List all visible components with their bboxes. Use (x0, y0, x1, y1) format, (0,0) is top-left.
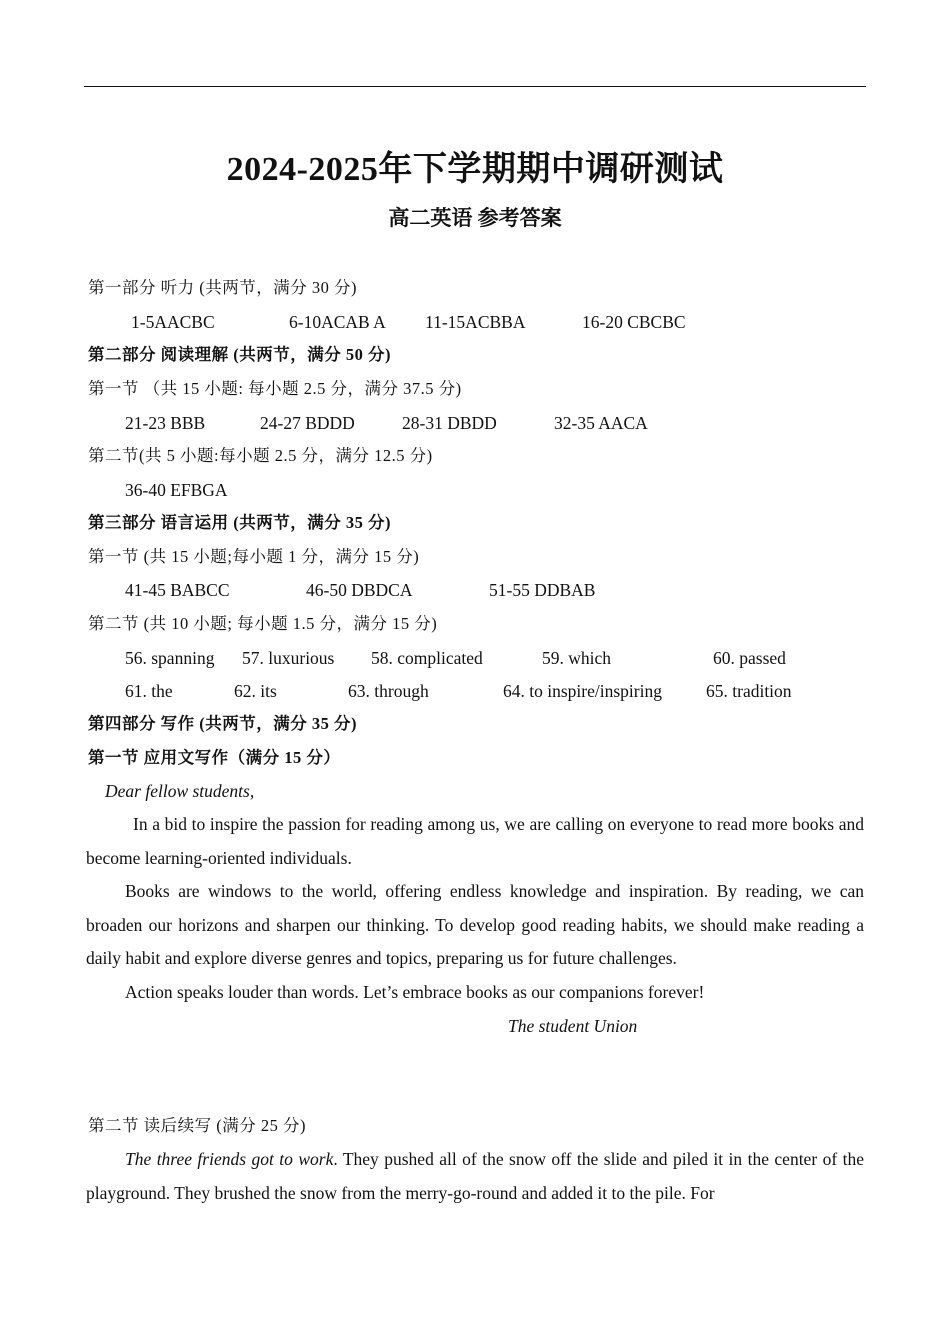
answer-item: 59. which (542, 648, 612, 668)
answer-item: 60. passed (713, 648, 786, 668)
answer-item: 64. to inspire/inspiring (503, 681, 662, 701)
part2-section2-heading: 第二节(共 5 小题:每小题 2.5 分，满分 12.5 分) (88, 446, 433, 465)
document-subtitle: 高二英语 参考答案 (388, 206, 562, 230)
continuation-paragraph (86, 1143, 864, 1210)
letter-paragraph: Books are windows to the world, offering endless knowledge and inspiration. By reading, we can broaden our horizons and sharpen our thinking. To develop good reading habits, we should make reading a daily habit and explore diverse genres and topics, preparing us for future challenges. (86, 881, 864, 969)
answer-item: 58. complicated (371, 648, 483, 668)
answer-group: 36-40 EFBGA (125, 480, 228, 500)
answer-item: 57. luxurious (242, 648, 335, 668)
answer-group: 6-10ACAB A (289, 312, 386, 332)
document-title: 2024-2025年下学期期中调研测试 (226, 151, 724, 188)
letter-signature: The student Union (508, 1016, 638, 1036)
letter-salutation (105, 779, 254, 803)
part3-heading: 第三部分 语言运用 (共两节，满分 35 分) (88, 513, 391, 532)
answer-item: 62. its (234, 681, 277, 701)
part4-section1-heading: 第一节 应用文写作（满分 15 分） (88, 748, 341, 767)
part1-heading: 第一部分 听力 (共两节，满分 30 分) (88, 278, 357, 297)
part3-section2-heading: 第二节 (共 10 小题; 每小题 1.5 分，满分 15 分) (88, 614, 438, 633)
answer-group: 28-31 DBDD (402, 413, 497, 433)
salutation-text: Dear fellow students (105, 781, 250, 801)
salutation-comma: , (249, 781, 255, 801)
answer-group: 16-20 CBCBC (582, 312, 686, 332)
letter-paragraph: In a bid to inspire the passion for reading among us, we are calling on everyone to read more books and become learning-oriented individuals. (86, 814, 864, 868)
answer-group: 51-55 DDBAB (489, 580, 596, 600)
continuation-text: . They pushed all of the snow off the slide and piled it in the center of the playground. They brushed the snow from the merry-go-round and added it to the pile. For (86, 1149, 864, 1203)
answer-item: 56. spanning (125, 648, 215, 668)
answer-group: 1-5AACBC (131, 312, 215, 332)
part2-section1-heading: 第一节 （共 15 小题: 每小题 2.5 分，满分 37.5 分) (88, 379, 462, 398)
answer-item: 65. tradition (706, 681, 792, 701)
answer-group: 41-45 BABCC (125, 580, 230, 600)
answer-group: 21-23 BBB (125, 413, 206, 433)
answer-group: 46-50 DBDCA (306, 580, 413, 600)
answer-item: 63. through (348, 681, 429, 701)
part2-heading: 第二部分 阅读理解 (共两节，满分 50 分) (88, 345, 391, 364)
answer-group: 11-15ACBBA (425, 312, 526, 332)
letter-paragraph: Action speaks louder than words. Let’s embrace books as our companions forever! (125, 982, 705, 1002)
answer-group: 24-27 BDDD (260, 413, 355, 433)
header-rule (84, 86, 866, 87)
answer-group: 32-35 AACA (554, 413, 648, 433)
part4-section2-heading: 第二节 读后续写 (满分 25 分) (88, 1116, 306, 1135)
answer-item: 61. the (125, 681, 173, 701)
part4-heading: 第四部分 写作 (共两节，满分 35 分) (88, 714, 357, 733)
continuation-lead: The three friends got to work (125, 1149, 334, 1169)
part3-section1-heading: 第一节 (共 15 小题;每小题 1 分，满分 15 分) (88, 547, 420, 566)
